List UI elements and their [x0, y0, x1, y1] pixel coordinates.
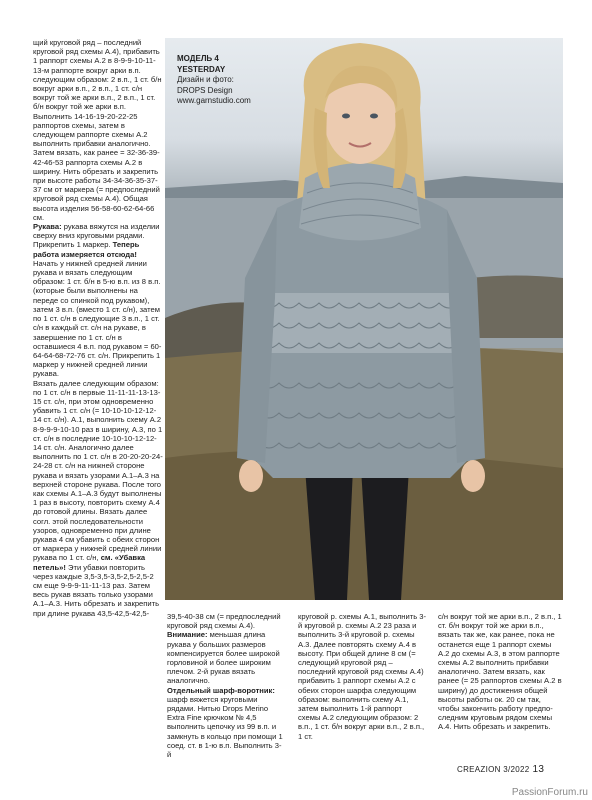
bottom-column-3	[298, 612, 426, 752]
collar-heading: Отдельный шарф-воротник:	[167, 685, 275, 695]
page-footer	[457, 764, 544, 775]
left-text-column	[33, 38, 163, 750]
decrease-reference: см. «Убавка петель»!	[33, 553, 146, 572]
magazine-issue: CREAZION 3/2022	[457, 765, 530, 774]
page-number: 13	[532, 764, 545, 775]
sleeve-length-end: 39,5-40-38 см (= предпоследний круговой ряд схемы А.4).	[167, 612, 281, 631]
paragraph-sleeve-pattern: Вязать далее следующим образом: по 1 ст. с/н в первые 11-11-11-13-13-15 ст. с/н, при этом одновременно убавить 1 ст. с/н (= 10-10-10-12-12-14 ст. с/н). А.1, выполнить схему А.2 8-9-9-9-10-10 раз в ширину, А.3, по 1 ст. с/н в последние 10-10-10-12-12-14 ст. с/н. Аналогично далее выполнить по 1 ст. с/н в 20-20-20-24-24-28 ст. с/н на нижней стороне рукава и вязать узорами А.1–А.3 на верхней стороне рукава. После того как схемы А.1–А.3 будут выполнены 1 раз в высоту, повторить схему А.4 до готовой длины. Вязать далее согл. этой последовательности узоров, одновременно при длине рукава 4 см убавить с обеих сторон от маркера у нижней средней линии рукава по 1 ст. с/н,	[33, 378, 163, 563]
paragraph-sleeve-start: Начать у нижней средней линии рукава и вязать следующим образом: 1 ст. б/н в 5-ю в.п. из 8 в.п. (которые были выполнены на переде со спинкой под рукавом), затем 3 в.п. (вместо 1 ст. с/н), затем по 1 ст. с/н в следующие 3 в.п., 1 ст. с/н в каждый ст. с/н на рукаве, в завершение по 1 ст. с/н в оставшиеся 4 в.п. под рукавом = 60-64-64-68-72-76 ст. с/н. Прикрепить 1 маркер у нижней средней линии рукава.	[33, 258, 162, 379]
design-credit: Дизайн и фото: DROPS Design www.garnstudio.com	[177, 75, 251, 105]
model-title: МОДЕЛЬ 4 YESTERDAY	[177, 54, 226, 74]
model-photo-illustration	[165, 38, 563, 600]
sleeves-heading: Рукава:	[33, 222, 62, 232]
attention-text: меньшая длина рукава у больших размеров компенсируется более широкой горловиной и более широким плечом. 2-й рукав вязать аналогично.	[167, 630, 280, 686]
paragraph-pattern-continuation: щий круговой ряд – последний круговой ряд схемы А.4), прибавить 1 раппорт схемы А.2 в 8-9-9-10-11-13-м раппорте вокруг арки в.п. следующим образом: 2 в.п., 1 ст. б/н вокруг арки в.п., 2 в.п., 1 ст. с/н вокруг той же арки в.п., 2 в.п., 1 ст. б/н вокруг той же арки в.п. Выполнить 14-16-19-20-22-25 раппортов схемы, затем в следующем раппорте схемы А.2 выполнить прибавки аналогично. Затем вязать, как ранее = 32-36-39-42-46-53 раппорта схемы А.2 в ширину. Нить обрезать и закрепить при высоте работы 34-34-36-35-37-37 см от маркера (= предпоследний круговой ряд схемы А.4). Общая высота изделия 56-58-60-62-64-66 см.	[33, 38, 162, 222]
model-photo	[165, 38, 563, 600]
site-watermark: PassionForum.ru	[511, 787, 588, 798]
collar-instructions: круговой р. схемы А.1, выполнить 3-й круговой р. схемы А.2 23 раза и выполнить 3-й круговой р. схемы А.3. Далее повторять схему А.4 в высоту. При общей длине 8 см (= следующий круговой ряд – последний круговой ряд схемы А.4) прибавить 1 раппорт схемы А.2 с обеих сторон шарфа следующим образом: выполнить схему А.1, затем выполнить 1-й раппорт схемы А.2 следующим образом: 2 в.п., 1 ст. б/н вокруг арки в.п., 2 в.п., 1 ст.	[298, 612, 427, 741]
paragraph-sleeve-decreases: Эти убавки повторить через каждые 3,5-3,5-3,5-2,5-2,5-2 см еще 9-9-9-11-11-13 раз. Затем весь рукав вязать только узорами А.1–А.3. Нить обрезать и закрепить при длине рукава 43,5-42,5-42,5-	[33, 562, 160, 618]
model-credits	[177, 54, 251, 107]
collar-finish: с/н вокруг той же арки в.п., 2 в.п., 1 ст. б/н вокруг той же арки в.п., вязать так же, как ранее, пока не останется еще 1 раппорт схемы А.2 до схемы А.3, в этом раппорте схемы А.2 выполнить прибавки аналогично. Затем вязать, как ранее (= 25 раппортов схемы А.2 в ширину) до достижения общей высоты работы ок. 20 см так, чтобы закончить работу предпоследним круговым рядом схемы А.4. Нить обрезать и закрепить.	[438, 612, 562, 732]
bottom-column-2	[167, 612, 285, 760]
sleeves-text: рукава вяжутся на изделии сверху вниз круговыми рядами. Прикрепить 1 маркер.	[33, 222, 160, 250]
bottom-column-4	[438, 612, 564, 752]
measure-note: Теперь работа измеряется отсюда!	[33, 240, 140, 259]
collar-text: шарф вяжется круговыми рядами. Нитью Drops Merino Extra Fine крючком № 4,5 выполнить цепочку из 99 в.п. и замкнуть в кольцо при помощи 1 соед. ст. в 1-ю в.п. Выполнить 3-й	[167, 694, 283, 760]
attention-heading: Внимание:	[167, 630, 208, 640]
